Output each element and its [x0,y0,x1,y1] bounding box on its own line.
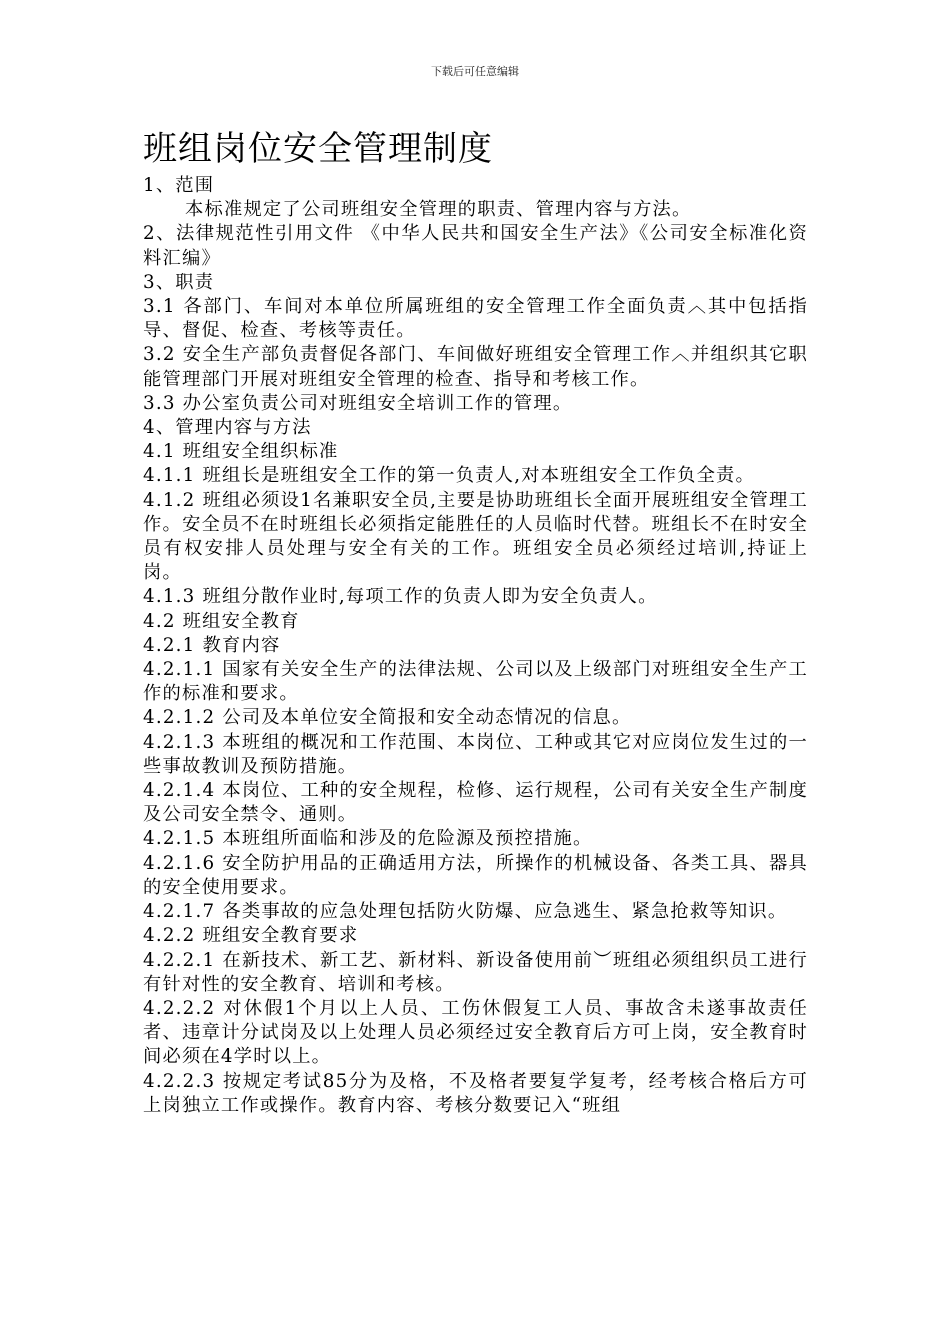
section-heading-scope: 1、范围 [143,175,215,196]
document-body [143,174,808,1118]
paragraph: 4.2.1.6 安全防护用品的正确适用方法，所操作的机械设备、各类工具、器具的安全使用要求。 [143,852,808,898]
paragraph: 3.3 办公室负责公司对班组安全培训工作的管理。 [143,392,573,414]
paragraph: 4.2.1.7 各类事故的应急处理包括防火防爆、应急逃生、紧急抢救等知识。 [143,901,788,923]
paragraph: 本标准规定了公司班组安全管理的职责、管理内容与方法。 [185,199,692,221]
subsection-heading: 4.2.2 班组安全教育要求 [143,925,359,947]
subsection-heading: 4.2.1 教育内容 [143,634,281,656]
paragraph: 4.1.3 班组分散作业时,每项工作的负责人即为安全负责人。 [143,586,658,608]
section-heading-management: 4、管理内容与方法 [143,417,312,439]
paragraph: 4.2.2.2 对休假1个月以上人员、工伤休假复工人员、事故含未遂事故责任者、违章计分试岗及以上处理人员必须经过安全教育后方可上岗，安全教育时间必须在4学时以上。 [143,997,808,1068]
section-heading-references: 2、法律规范性引用文件 《中华人民共和国安全生产法》《公司安全标准化资料汇编》 [143,223,808,269]
paragraph: 3.2 安全生产部负责督促各部门、车间做好班组安全管理工作︿并组织其它职能管理部门开展对班组安全管理的检查、指导和考核工作。 [143,344,808,390]
paragraph: 4.2.1.2 公司及本单位安全简报和安全动态情况的信息。 [143,707,632,729]
header-note: 下载后可任意编辑 [431,65,519,78]
paragraph: 4.2.1.4 本岗位、工种的安全规程，检修、运行规程，公司有关安全生产制度及公司安全禁令、通则。 [143,780,808,826]
paragraph: 4.2.1.1 国家有关安全生产的法律法规、公司以及上级部门对班组安全生产工作的标准和要求。 [143,659,808,705]
paragraph: 4.2.1.3 本班组的概况和工作范围、本岗位、工种或其它对应岗位发生过的一些事故教训及预防措施。 [143,731,808,777]
paragraph: 4.1.2 班组必须设1名兼职安全员,主要是协助班组长全面开展班组安全管理工作。安全员不在时班组长必须指定能胜任的人员临时代替。班组长不在时安全员有权安排人员处理与安全有关的工作。班组安全员必须经过培训,持证上岗。 [143,489,808,584]
subsection-heading: 4.2 班组安全教育 [143,610,300,632]
page-title: 班组岗位安全管理制度 [143,129,493,169]
paragraph: 4.2.2.1 在新技术、新工艺、新材料、新设备使用前︶班组必须组织员工进行有针对性的安全教育、培训和考核。 [143,949,808,995]
subsection-heading: 4.1 班组安全组织标准 [143,441,339,463]
paragraph: 4.2.1.5 本班组所面临和涉及的危险源及预控措施。 [143,828,593,850]
section-heading-duties: 3、职责 [143,271,215,293]
paragraph: 4.2.2.3 按规定考试85分为及格，不及格者要复学复考，经考核合格后方可上岗独立工作或操作。教育内容、考核分数要记入“班组 [143,1070,808,1116]
paragraph: 3.1 各部门、车间对本单位所属班组的安全管理工作全面负责︿其中包括指导、督促、检查、考核等责任。 [143,296,808,342]
paragraph: 4.1.1 班组长是班组安全工作的第一负责人,对本班组安全工作负全责。 [143,465,756,487]
